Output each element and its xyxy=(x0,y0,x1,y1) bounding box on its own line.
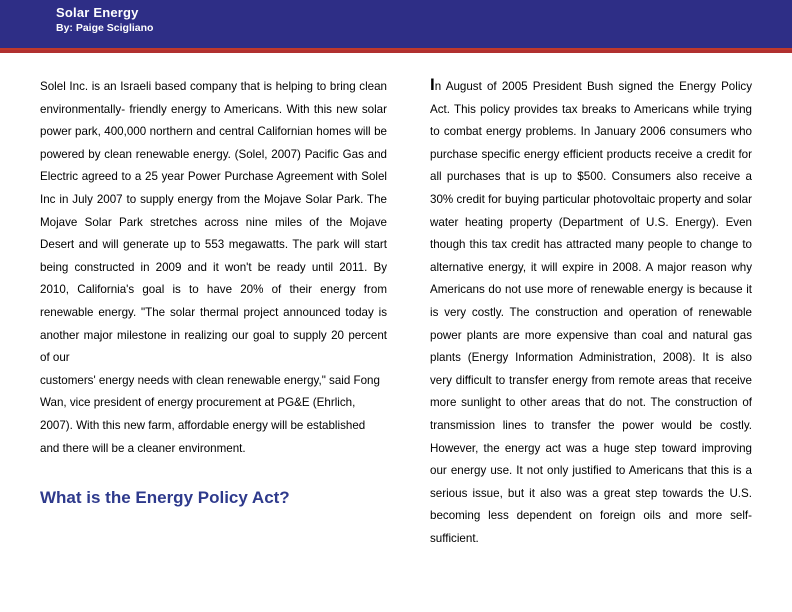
left-text-column xyxy=(40,76,387,510)
left-column-paragraph-tail: customers' energy needs with clean renewable energy," said Fong Wan, vice president of energy procurement at PG&E (Ehrlich, 2007). With this new farm, affordable energy will be established and there will be a cleaner environment. xyxy=(40,373,380,455)
page-title: Solar Energy xyxy=(56,5,139,20)
right-column-paragraph xyxy=(430,76,752,550)
slide-header-band xyxy=(0,0,792,50)
drop-cap: I xyxy=(430,75,435,94)
header-accent-rule xyxy=(0,50,792,53)
author-byline: By: Paige Scigliano xyxy=(56,22,154,34)
left-column-paragraph: Solel Inc. is an Israeli based company that is helping to bring clean environmentally- friendly energy to Americans. With this new solar power park, 400,000 northern and central Californian homes will be powered by clean renewable energy. (Solel, 2007) Pacific Gas and Electric agreed to a 25 year Power Purchase Agreement with Solel Inc in July 2007 to supply energy from the Mojave Solar Park. The Mojave Solar Park stretches across nine miles of the Mojave Desert and will generate up to 553 megawatts. The park will start being constructed in 2009 and it won't be ready until 2011. By 2010, California's goal is to have 20% of their energy from renewable energy. "The solar thermal project announced today is another major milestone in realizing our goal to supply 20 percent of our xyxy=(40,80,387,365)
right-text-column xyxy=(430,76,752,550)
document-body xyxy=(0,76,792,612)
section-heading-energy-policy-act: What is the Energy Policy Act? xyxy=(40,488,290,508)
right-column-paragraph-text: n August of 2005 President Bush signed the Energy Policy Act. This policy provides tax breaks to Americans while trying to combat energy problems. In January 2006 consumers who purchase specific energy efficient products receive a credit for all purchases that is up to $500. Consumers also receive a 30% credit for buying particular photovoltaic property and solar water heating property (Department of U.S. Energy). Even though this tax credit has attracted many people to change to alternative energy, it will expire in 2008. A major reason why Americans do not use more of renewable energy is because it is very costly. The construction and operation of renewable power plants are more expensive than coal and natural gas plants (Energy Information Administration, 2008). It is also very difficult to transfer energy from remote areas that receive more sunlight to other areas that do not. The construction of transmission lines to transfer the power would be costly. However, the energy act was a huge step toward improving our energy use. It not only justified to Americans that this is a serious issue, but it also was a great step towards the U.S. becoming less dependent on foreign oils and more self- sufficient. xyxy=(430,80,752,545)
